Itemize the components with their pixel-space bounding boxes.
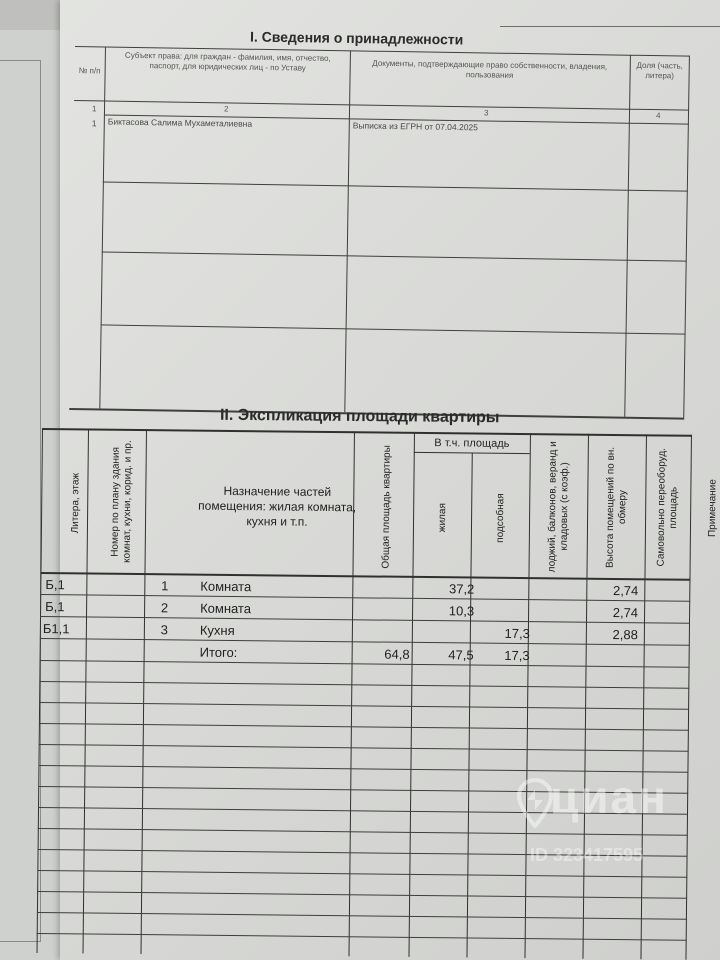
row3-aux: 17,3 bbox=[504, 625, 530, 642]
row2-purpose: Комната bbox=[200, 600, 252, 617]
row1-number: 1 bbox=[161, 578, 169, 594]
col-documents-header: Документы, подтверждающие право собственности, владения, пользования bbox=[372, 58, 608, 80]
row2-litera: Б,1 bbox=[45, 599, 65, 615]
total-label: Итого: bbox=[199, 644, 238, 661]
col-share-header: Доля (часть, литера) bbox=[636, 60, 684, 81]
total-aux: 17,3 bbox=[504, 647, 530, 664]
row2-height: 2,74 bbox=[612, 604, 639, 621]
col-no-header: № п/п bbox=[78, 66, 101, 76]
row3-number: 3 bbox=[160, 622, 168, 638]
watermark-brand: циан bbox=[550, 771, 668, 823]
col-number-header: Номер по плану здания комнат, кухни, корид. и пр. bbox=[109, 440, 134, 564]
row1-document: Выписка из ЕГРН от 07.04.2025 bbox=[352, 120, 479, 133]
col-number-3: 3 bbox=[483, 108, 489, 118]
col-note-header: Примечание bbox=[706, 479, 719, 538]
col-purpose-header: Назначение частей помещения: жилая комната, кухня и т.п. bbox=[198, 483, 357, 529]
row1-living: 37,2 bbox=[448, 581, 475, 597]
row2-living: 10,3 bbox=[448, 603, 475, 619]
col-subject-header: Субъект права: для граждан - фамилия, имя, отчество, паспорт, для юридических лиц - по Уставу bbox=[124, 50, 331, 73]
col-number-2: 2 bbox=[223, 104, 229, 114]
row2-number: 2 bbox=[160, 600, 169, 616]
row1-purpose: Комната bbox=[200, 578, 252, 595]
document-page bbox=[42, 0, 720, 960]
total-living: 47,5 bbox=[448, 647, 474, 663]
row1-litera: Б,1 bbox=[45, 577, 65, 593]
total-area: 64,8 bbox=[384, 646, 410, 662]
row1-subject: Биктасова Салима Мухаметалиевна bbox=[107, 116, 253, 129]
section1-title: I. Сведения о принадлежности bbox=[249, 28, 464, 48]
col-aux-header: подсобная bbox=[494, 493, 507, 543]
section2-title: II. Экспликация площади квартиры bbox=[219, 406, 500, 427]
explication-table bbox=[37, 428, 719, 960]
col-total-header: Общая площадь квартиры bbox=[380, 444, 393, 569]
col-selfmade-header: Самовольно переоборуд. площадь bbox=[655, 448, 680, 567]
col-incl-header: В т.ч. площадь bbox=[434, 437, 510, 450]
col-loggia-header: лоджий, балконов, веранд и кладовых (с коэф.) bbox=[546, 440, 571, 572]
col-height-header: Высота помещений по вн. обмеру bbox=[604, 446, 629, 568]
top-rule bbox=[500, 26, 720, 27]
row1-height: 2,74 bbox=[612, 582, 639, 599]
row1-no: 1 bbox=[91, 118, 97, 129]
col-living-header: жилая bbox=[436, 502, 449, 532]
col-number-4: 4 bbox=[655, 111, 661, 121]
row3-height: 2,88 bbox=[612, 626, 638, 643]
row3-litera: Б1,1 bbox=[42, 621, 70, 637]
col-litera-header: Литера, этаж bbox=[69, 473, 82, 534]
cian-logo-icon bbox=[515, 778, 555, 828]
row3-purpose: Кухня bbox=[199, 622, 235, 639]
watermark-id: ID 323417595 bbox=[530, 845, 644, 865]
col-number-1: 1 bbox=[91, 104, 97, 114]
ownership-table bbox=[69, 46, 690, 421]
